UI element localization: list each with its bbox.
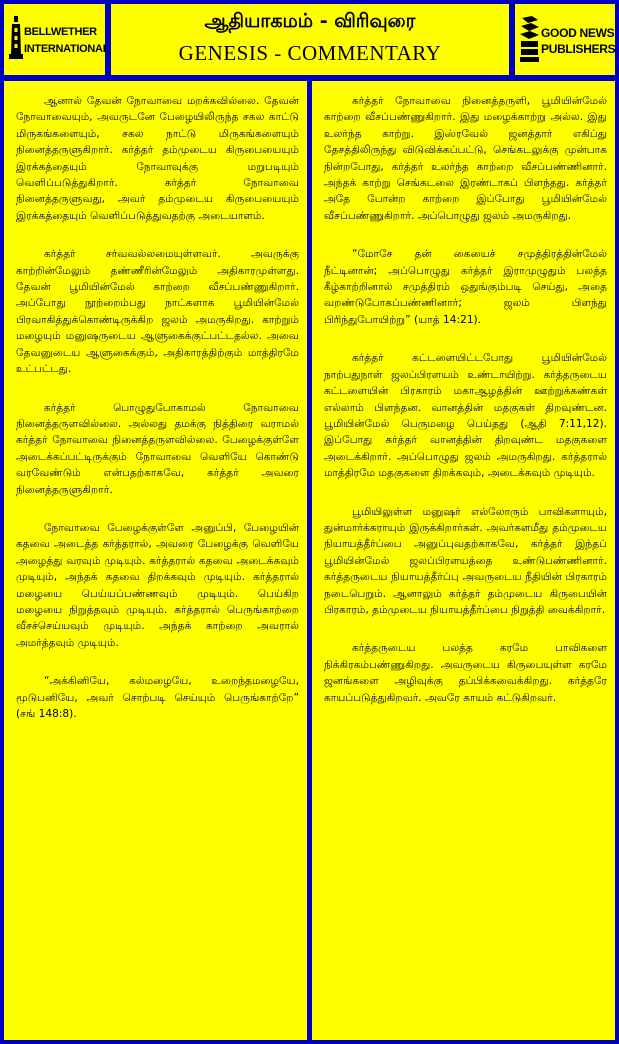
paragraph: கர்த்தர் சர்வவல்லமையுள்ளவர். அவருக்கு காற்றின்மேலும் தண்ணீரின்மேலும் அதிகாரமுள்ளது. தேவன் பூமியின்மேல் காற்றை வீசப்பண்ணுகிறார். அப்போது நூற்றைம்பது நாட்களாக பூமியின்மேல் பிரவாகித்துக்கொண்டிருக்கிற ஜலம் அமருகிறது. காற்றும் மழையும் மனுஷருடைய ஆளுகைக்குட்பட்டதல்ல. அவை தேவனுடைய ஆளுகைக்கும், அதிகாரத்திற்கும் மாத்திரமே உட்பட்டது. bbox=[16, 248, 299, 376]
paragraph: கர்த்தர் நோவாவை நினைத்தருளி, பூமியின்மேல் காற்றை வீசப்பண்ணுகிறார். இது மழைக்காற்று அல்ல. இது உலர்ந்த காற்று. இஸ்ரவேல் ஜனத்தார் எகிப்து தேசத்திலிருந்து விடுவிக்கப்பட்டு, செங்கடலுக்கு முன்பாக நின்றபோது, கர்த்தர் உலர்ந்த காற்றை வீசப்பண்ணினார். அந்தக் காற்று செங்கடலை இரண்டாகப் பிளந்தது. கர்த்தர் அதே போன்ற காற்றை இப்போது பூமியின்மேல் வீசப்பண்ணுகிறார். அப்பொழுது ஜலம் அமருகிறது. bbox=[324, 95, 607, 222]
logo-line-2: PUBLISHERS bbox=[541, 42, 616, 56]
title-tamil: ஆதியாகமம் - விரிவுரை bbox=[204, 10, 416, 32]
header-title-panel bbox=[111, 4, 509, 75]
paragraph: ஆனால் தேவன் நோவாவை மறக்கவில்லை. தேவன் நோவாவையும், அவருடனே பேழையிலிருந்த சகல காட்டு மிருகங்களையும், சகல நாட்டு மிருகங்களையும் நினைத்தருளுகிறார். கர்த்தர் தம்முடைய கிருபையையும் இரக்கத்தையும் நோவாவுக்கு மறுபடியும் வெளிப்படுத்துகிறார். கர்த்தர் நோவாவை நினைத்தருளுவது, அவர் தம்முடைய கிருபையையும் இரக்கத்தையும் வெளிப்படுத்துவதற்கு அடையாளம். bbox=[16, 95, 299, 222]
good-news-logo bbox=[519, 14, 616, 66]
paragraph: கர்த்தர் பொழுதுபோகாமல் நோவாவை நினைத்தருளவில்லை. அல்லது தமக்கு நித்திரை வராமல் கர்த்தர் நோவாவை நினைத்தருளவில்லை. பேழைக்குள்ளே அடைக்கப்பட்டிருக்கும் நோவாவை வெளியே கொண்டு வரவேண்டும் என்பதற்காகவே, கர்த்தர் அவரை நினைத்தருளுகிறார். bbox=[16, 401, 299, 496]
bellwether-logo bbox=[8, 14, 110, 66]
paragraph: கர்த்தர் கட்டளையிட்டபோது பூமியின்மேல் நாற்பதுநாள் ஜலப்பிரளயம் உண்டாயிற்று. கர்த்தருடைய கட்டளையின் பிரகாரம் மகாஆழத்தின் ஊற்றுக்கண்கள் எல்லாம் பிளந்தன. வானத்தின் மதகுகள் திறவுண்டன. பூமியின்மேல் பெருமழை பெய்தது (ஆதி 7:11,12). இப்போது கர்த்தர் வானத்தின் திறவுண்ட மதகுகளை அடைக்கிறார். அப்பொழுது ஜலம் அமருகிறது. கர்த்தரால் மாத்திரமே மதகுகளை திறக்கவும், அடைக்கவும் முடியும். bbox=[324, 352, 607, 480]
bellwether-logo-panel bbox=[4, 4, 110, 75]
paragraph: நோவாவை பேழைக்குள்ளே அனுப்பி, பேழையின் கதவை அடைத்த கர்த்தரால், அவரை பேழைக்கு வெளியே அழைத்து வரவும் முடியும். கர்த்தரால் கதவை அடைக்கவும் முடியும், அந்தக் கதவை திறக்கவும் முடியும். கர்த்தரால் மழையை பெய்யப்பண்ணவும் முடியும். பெய்கிற மழையை நிறுத்தவும் முடியும். கர்த்தரால் பெருங்காற்றை வீசச்செய்யவும் முடியும். அந்தக் காற்றை அவரால் அமர்த்தவும் முடியும். bbox=[16, 521, 299, 649]
bellwether-tower-icon bbox=[8, 14, 24, 64]
right-column bbox=[312, 81, 615, 1040]
scripture-quote: “அக்கினியே, கல்மழையே, உறைந்தமழையே, மூடுபனியே, அவர் சொற்படி செய்யும் பெருங்காற்றே” (சங் 148:8). bbox=[16, 675, 299, 720]
left-column bbox=[4, 81, 307, 1040]
paragraph: கர்த்தருடைய பலத்த கரமே பாவிகளை நிக்கிரகம்பண்ணுகிறது. அவருடைய கிருபையுள்ள கரமே ஜனங்களை அழிவுக்கு தப்பிக்கவைக்கிறது. கர்த்தரே காயப்படுத்துகிறவர். அவரே காயம் கட்டுகிறவர். bbox=[324, 642, 607, 704]
logo-line-1: GOOD NEWS bbox=[541, 26, 615, 40]
book-stack-icon bbox=[519, 14, 541, 64]
paragraph: பூமியிலுள்ள மனுஷர் எல்லோரும் பாவிகளாயும், துன்மார்க்கராயும் இருக்கிறார்கள். அவர்களமீது தம்முடைய நியாயத்தீர்ப்பை அனுப்புவதற்காகவே, கர்த்தர் இந்தப் பூமியின்மேல் ஜலப்பிரளயத்தை உண்டுபண்ணினார். கர்த்தருடைய நியாயத்தீர்ப்பு அவருடைய நீதியின் பிரகாரம் நடைபெறும். ஆனாலும் கர்த்தர் தம்முடைய கிருபையின் பிரகாரம், தம்முடைய நியாயத்தீர்ப்பை நிறுத்தி வைக்கிறார். bbox=[324, 505, 607, 616]
title-english: GENESIS - COMMENTARY bbox=[178, 41, 442, 65]
good-news-logo-panel bbox=[515, 4, 615, 75]
logo-line-1: BELLWETHER bbox=[24, 26, 97, 38]
logo-line-2: INTERNATIONAL bbox=[24, 43, 110, 55]
scripture-quote: “மோசே தன் கையைச் சமுத்திரத்தின்மேல் நீட்டினான்; அப்பொழுது கர்த்தர் இராமுழுதும் பலத்த கீழ்காற்றினால் சமுத்திரம் ஒதுங்கும்படி செய்து, அதை வறண்டுபோகப்பண்ணினார்; ஜலம் பிளந்து பிரிந்துபோயிற்று” (யாத் 14:21). bbox=[324, 248, 607, 326]
